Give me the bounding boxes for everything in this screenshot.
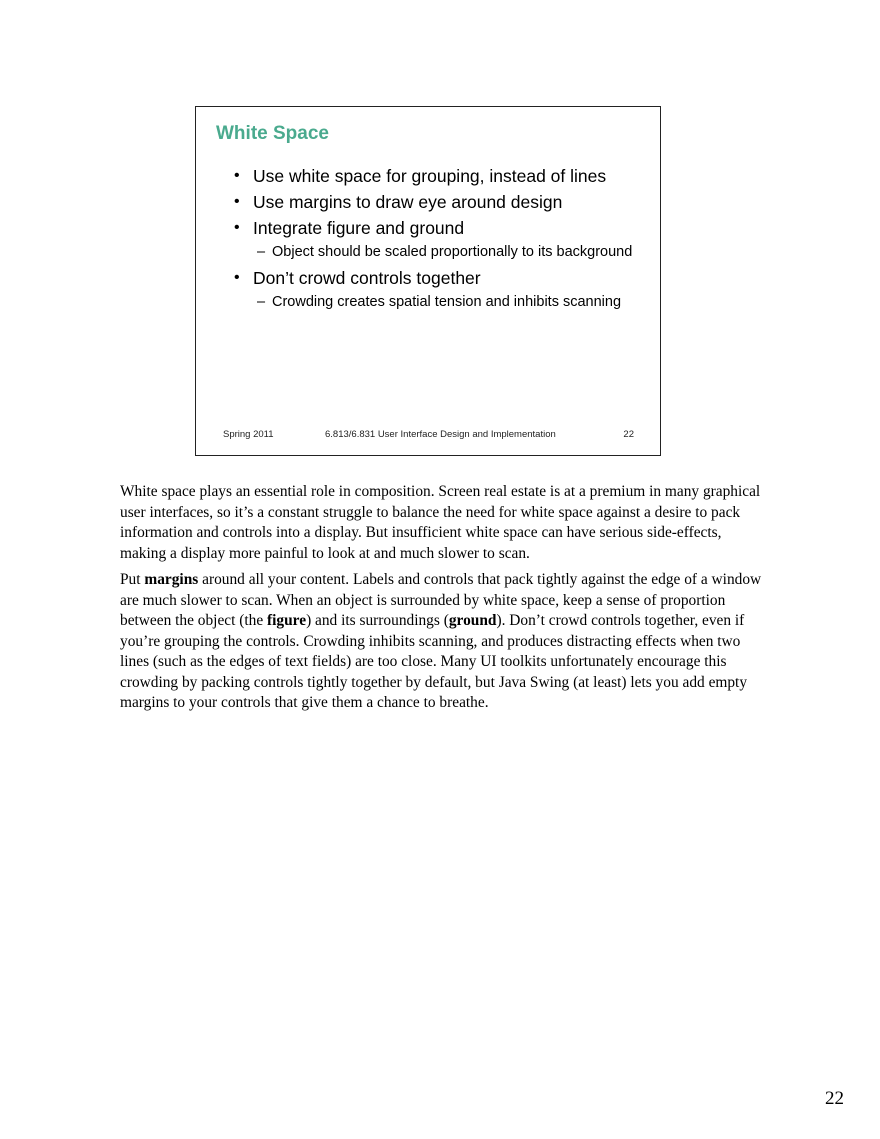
term-figure: figure xyxy=(267,612,307,629)
slide-frame xyxy=(195,106,661,456)
slide-sub-bullet xyxy=(234,243,649,262)
slide-sub-bullet xyxy=(234,293,649,312)
page-number: 22 xyxy=(825,1088,844,1109)
notes-text: around all your content. Labels and controls that pack tightly against the edge of a window are much slower to scan. When an object is surrounded by white space, keep a sense of proportion between the object (the xyxy=(120,571,762,629)
lecture-notes xyxy=(120,482,765,720)
footer-term: Spring 2011 xyxy=(223,429,274,440)
bullet-glyph: • xyxy=(234,167,240,184)
bullet-text: Use margins to draw eye around design xyxy=(253,192,563,212)
slide-title: White Space xyxy=(216,123,329,144)
notes-text: ) and its surroundings ( xyxy=(306,612,449,629)
slide-bullet xyxy=(234,217,649,239)
footer-course: 6.813/6.831 User Interface Design and Implementation xyxy=(325,429,556,440)
term-ground: ground xyxy=(448,612,497,629)
bullet-glyph: • xyxy=(234,193,240,210)
bullet-glyph: • xyxy=(234,269,240,286)
sub-bullet-text: Object should be scaled proportionally to its background xyxy=(272,244,633,260)
slide-bullet xyxy=(234,191,649,213)
notes-paragraph-1: White space plays an essential role in composition. Screen real estate is at a premium in many graphical user interfaces, so it’s a constant struggle to balance the need for white space against a desire to pack information and controls into a display. But insufficient white space can have serious side-effects, making a display more painful to look at and much slower to scan. xyxy=(120,483,761,562)
bullet-glyph: • xyxy=(234,219,240,236)
notes-text: ). Don’t crowd controls together, even if you’re grouping the controls. Crowding inhibits scanning, and produces distracting effects when two lines (such as the edges of text fields) are too close. Many UI toolkits unfortunately encourage this crowding by packing controls tightly together by default, but Java Swing (at least) lets you add empty margins to your controls that give them a chance to breathe. xyxy=(120,612,748,711)
slide-bullet-list xyxy=(234,165,649,317)
sub-bullet-text: Crowding creates spatial tension and inhibits scanning xyxy=(272,294,622,310)
slide-bullet xyxy=(234,165,649,187)
bullet-text: Don’t crowd controls together xyxy=(253,268,481,288)
bullet-text: Integrate figure and ground xyxy=(253,218,465,238)
notes-text: Put xyxy=(120,571,145,588)
bullet-text: Use white space for grouping, instead of lines xyxy=(253,166,607,186)
notes-paragraph-2 xyxy=(120,570,765,714)
sub-bullet-glyph: – xyxy=(257,244,266,260)
footer-slide-number: 22 xyxy=(623,429,634,440)
sub-bullet-glyph: – xyxy=(257,294,266,310)
slide-bullet xyxy=(234,267,649,289)
term-margins: margins xyxy=(144,571,199,588)
